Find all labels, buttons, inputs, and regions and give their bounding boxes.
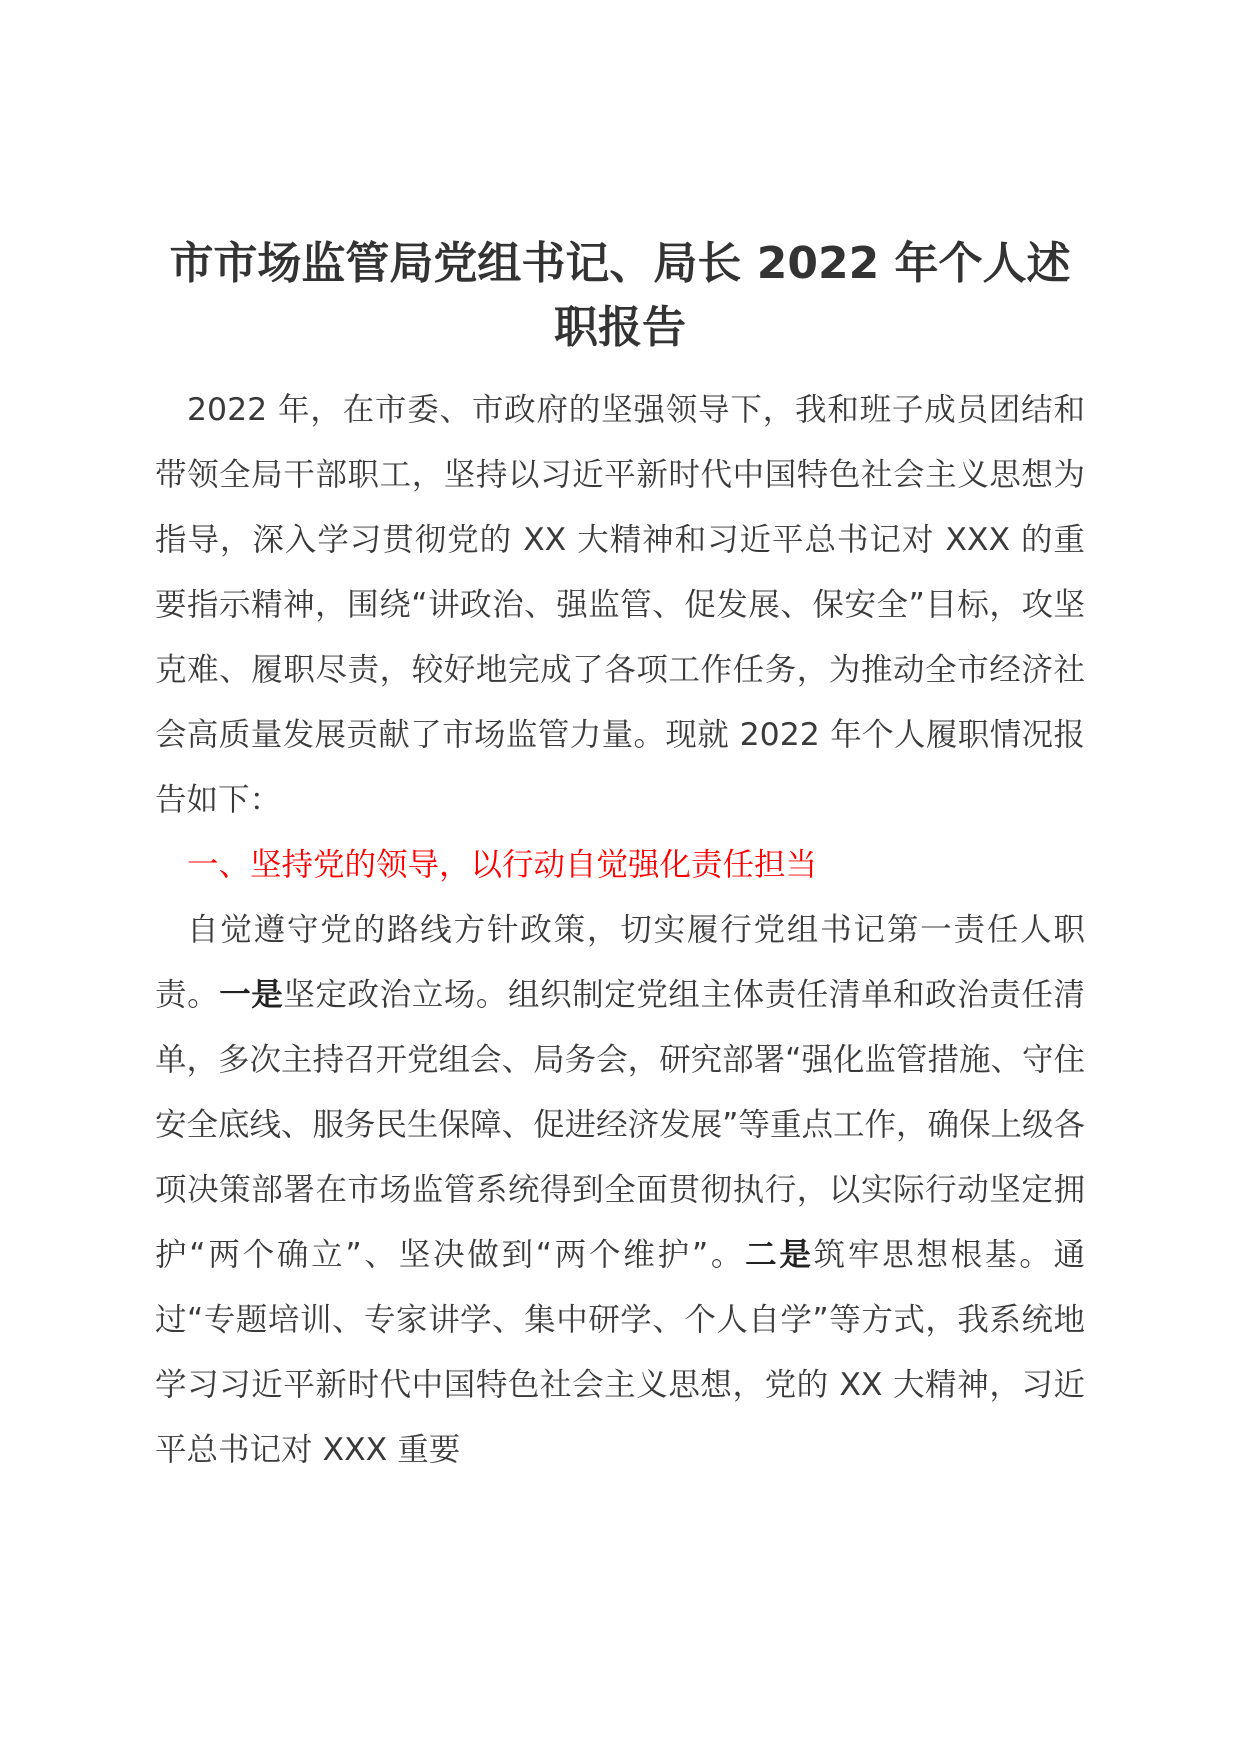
document-title: 市市场监管局党组书记、局长 2022 年个人述职报告 xyxy=(169,238,1071,353)
document-page xyxy=(155,232,1085,1483)
section-heading-1: 一、坚持党的领导，以行动自觉强化责任担当 xyxy=(187,847,818,883)
intro-paragraph: 2022 年，在市委、市政府的坚强领导下，我和班子成员团结和带领全局干部职工，坚持以习近平新时代中国特色社会主义思想为指导，深入学习贯彻党的 XX 大精神和习近平总书记对 XXX 的重要指示精神，围绕“讲政治、强监管、促发展、保安全”目标，攻坚克难、履职尽责，较好地完成了各项工作任务，为推动全市经济社会高质量发展贡献了市场监管力量。现就 2022 年个人履职情况报告如下： xyxy=(155,392,1085,818)
point-1-label: 一是 xyxy=(219,977,284,1013)
point-2-label: 二是 xyxy=(745,1237,814,1273)
section-1-paragraph xyxy=(155,898,1085,1483)
point-1-text: 坚定政治立场。组织制定党组主体责任清单和政治责任清单，多次主持召开党组会、局务会，研究部署“强化监管措施、守住安全底线、服务民生保障、促进经济发展”等重点工作，确保上级各项决策部署在市场监管系统得到全面贯彻执行，以实际行动坚定拥护“两个确立”、坚决做到“两个维护”。 xyxy=(155,977,1085,1273)
document-body xyxy=(155,378,1085,1483)
point-2-text: 筑牢思想根基。通过“专题培训、专家讲学、集中研学、个人自学”等方式，我系统地学习习近平新时代中国特色社会主义思想，党的 XX 大精神，习近平总书记对 XXX 重要 xyxy=(155,1237,1085,1468)
section-1-lead: 自觉遵守党的路线方针政策，切实履行党组书记第一责任人职责。 xyxy=(155,912,1085,1013)
